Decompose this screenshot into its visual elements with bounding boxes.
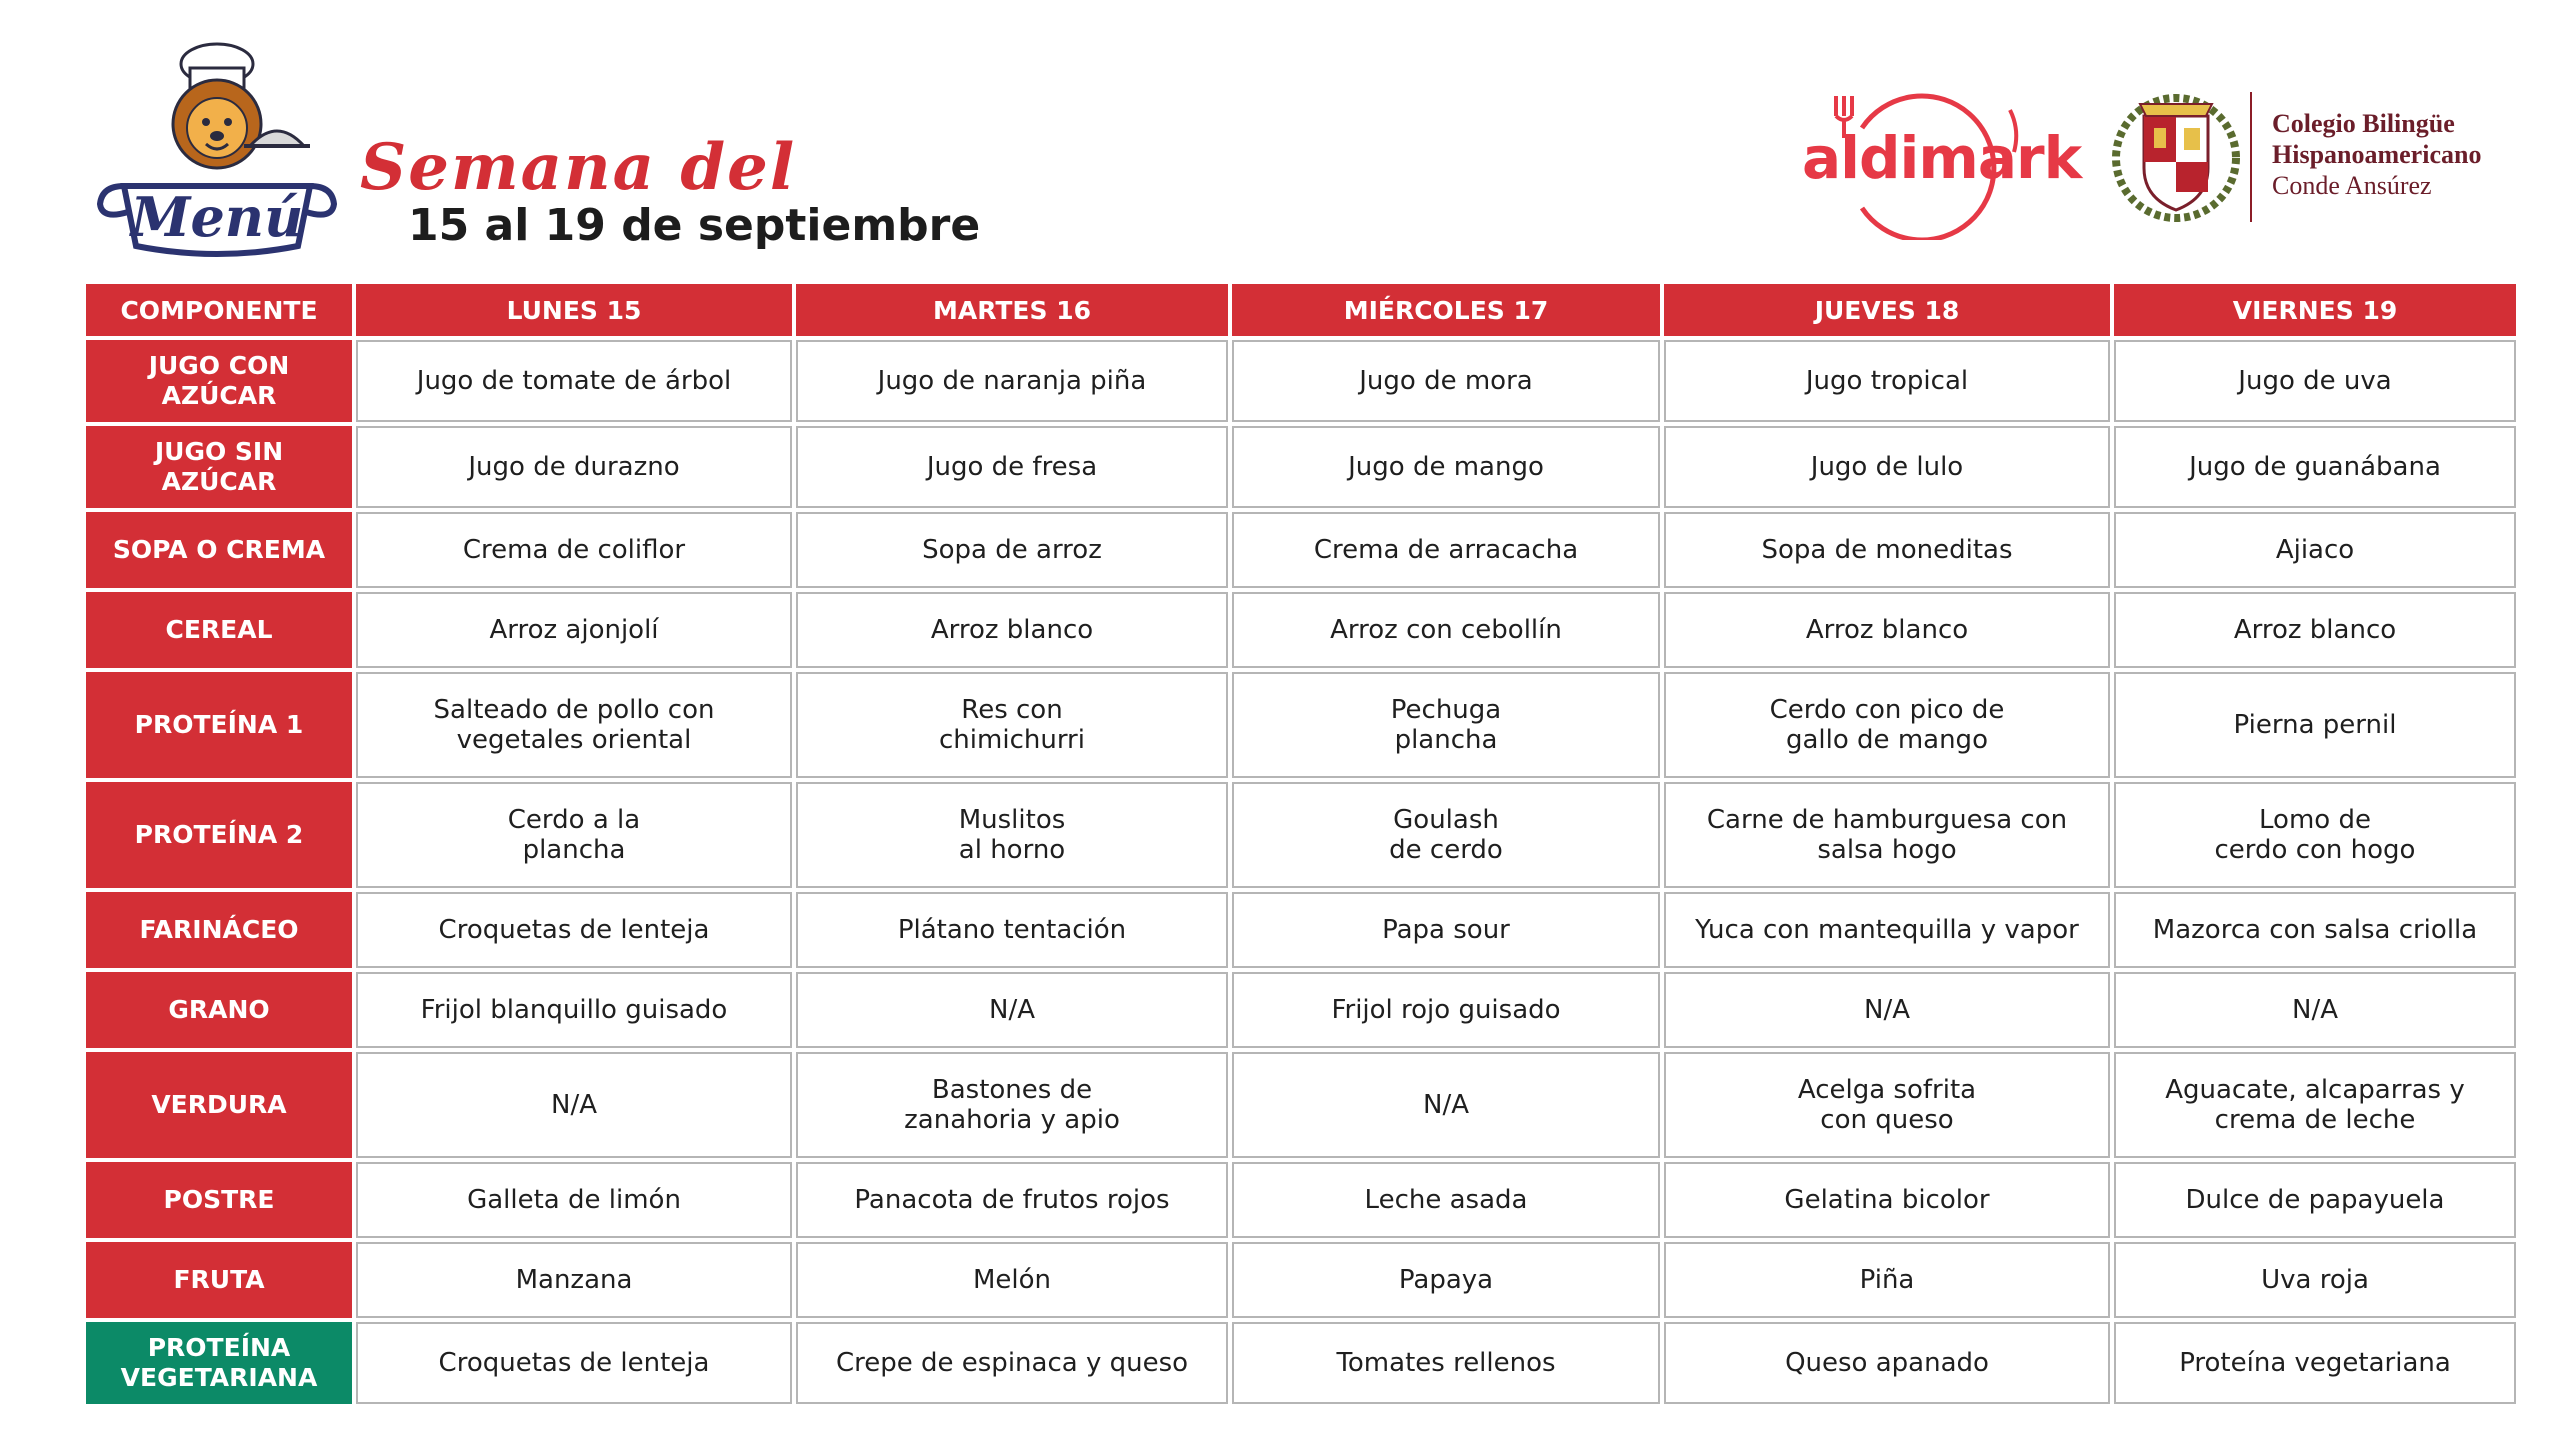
- component-label-text: FARINÁCEO: [139, 915, 299, 944]
- menu-cell-text: Bastones de zanahoria y apio: [904, 1075, 1120, 1135]
- menu-cell: [796, 672, 1228, 778]
- menu-cell: [356, 1242, 792, 1318]
- menu-cell: [2114, 672, 2516, 778]
- component-label: [86, 512, 352, 588]
- menu-cell-text: Jugo de uva: [2238, 366, 2392, 396]
- menu-cell-text: Jugo de fresa: [926, 452, 1098, 482]
- menu-cell-text: Dulce de papayuela: [2185, 1185, 2445, 1215]
- menu-cell-text: Jugo de tomate de árbol: [416, 366, 732, 396]
- menu-cell-text: Lomo de cerdo con hogo: [2214, 805, 2416, 865]
- header-lunes: LUNES 15: [356, 284, 792, 336]
- header-miercoles: MIÉRCOLES 17: [1232, 284, 1660, 336]
- menu-cell: [2114, 782, 2516, 888]
- menu-cell-text: Pierna pernil: [2233, 710, 2397, 740]
- menu-cell-text: N/A: [1864, 995, 1910, 1025]
- menu-cell: [356, 1322, 792, 1404]
- menu-cell-text: Jugo de mango: [1348, 452, 1544, 482]
- menu-cell: [1232, 892, 1660, 968]
- menu-cell-text: Jugo de naranja piña: [877, 366, 1147, 396]
- menu-cell-text: Jugo de durazno: [468, 452, 680, 482]
- crest-divider: [2250, 92, 2252, 222]
- component-label: [86, 892, 352, 968]
- menu-cell-text: Plátano tentación: [897, 915, 1127, 945]
- component-label-text: PROTEÍNA VEGETARIANA: [120, 1333, 318, 1392]
- menu-cell: [1664, 672, 2110, 778]
- menu-cell-text: Cerdo a la plancha: [507, 805, 641, 865]
- menu-cell-text: Arroz ajonjolí: [489, 615, 659, 645]
- menu-cell-text: Arroz blanco: [930, 615, 1094, 645]
- table-row: [86, 892, 2516, 968]
- menu-cell: [1664, 1052, 2110, 1158]
- menu-cell: [796, 1162, 1228, 1238]
- menu-cell-text: Proteína vegetariana: [2179, 1348, 2451, 1378]
- menu-cell-text: Croquetas de lenteja: [438, 1348, 710, 1378]
- component-label-text: PROTEÍNA 1: [134, 710, 304, 739]
- component-label: [86, 1052, 352, 1158]
- menu-cell-text: Salteado de pollo con vegetales oriental: [433, 695, 715, 755]
- menu-cell: [1232, 672, 1660, 778]
- menu-cell: [356, 426, 792, 508]
- menu-cell-text: Acelga sofrita con queso: [1797, 1075, 1977, 1135]
- component-label-text: SOPA O CREMA: [112, 535, 326, 564]
- menu-cell: [796, 1322, 1228, 1404]
- menu-cell: [796, 512, 1228, 588]
- menu-cell: [2114, 1052, 2516, 1158]
- week-label: Semana del: [360, 130, 797, 205]
- menu-cell: [2114, 512, 2516, 588]
- menu-cell-text: Frijol blanquillo guisado: [420, 995, 728, 1025]
- menu-cell: [1232, 782, 1660, 888]
- table-row: [86, 512, 2516, 588]
- menu-cell: [1664, 512, 2110, 588]
- menu-cell: [356, 1052, 792, 1158]
- menu-cell-text: Croquetas de lenteja: [438, 915, 710, 945]
- header-viernes: VIERNES 19: [2114, 284, 2516, 336]
- menu-cell: [796, 892, 1228, 968]
- menu-cell: [1664, 782, 2110, 888]
- menu-cell-text: Queso apanado: [1785, 1348, 1989, 1378]
- menu-cell-text: Res con chimichurri: [939, 695, 1085, 755]
- menu-cell: [1232, 340, 1660, 422]
- menu-cell-text: Yuca con mantequilla y vapor: [1695, 915, 2079, 945]
- table-header-row: [86, 284, 2516, 336]
- menu-cell-text: Melón: [972, 1265, 1052, 1295]
- menu-cell: [356, 672, 792, 778]
- menu-cell-text: N/A: [2292, 995, 2338, 1025]
- menu-cell-text: Pechuga plancha: [1390, 695, 1502, 755]
- school-name: [2272, 108, 2481, 201]
- menu-cell: [796, 426, 1228, 508]
- table-row: [86, 1322, 2516, 1404]
- component-label: [86, 592, 352, 668]
- menu-cell-text: Jugo de guanábana: [2189, 452, 2441, 482]
- menu-cell: [1664, 340, 2110, 422]
- menu-cell-text: Crepe de espinaca y queso: [835, 1348, 1189, 1378]
- component-label-text: VERDURA: [151, 1090, 287, 1119]
- component-label-text: GRANO: [168, 995, 270, 1024]
- menu-cell: [1664, 1322, 2110, 1404]
- menu-cell-text: Galleta de limón: [467, 1185, 681, 1215]
- menu-cell: [796, 1242, 1228, 1318]
- menu-cell: [1232, 972, 1660, 1048]
- menu-cell-text: Arroz blanco: [2233, 615, 2397, 645]
- component-label-text: CEREAL: [165, 615, 273, 644]
- menu-cell-text: N/A: [551, 1090, 597, 1120]
- menu-cell: [1232, 592, 1660, 668]
- menu-cell-text: Sopa de moneditas: [1761, 535, 2013, 565]
- svg-text:Menú: Menú: [130, 185, 304, 249]
- table-row: [86, 1162, 2516, 1238]
- menu-cell-text: Crema de arracacha: [1313, 535, 1579, 565]
- menu-table: [82, 280, 2520, 1408]
- menu-cell: [2114, 592, 2516, 668]
- school-name-line3: Conde Ansúrez: [2272, 171, 2432, 200]
- table-row: [86, 672, 2516, 778]
- menu-cell-text: Arroz blanco: [1805, 615, 1969, 645]
- menu-cell: [2114, 972, 2516, 1048]
- menu-cell-text: Cerdo con pico de gallo de mango: [1769, 695, 2005, 755]
- menu-cell: [2114, 1322, 2516, 1404]
- menu-cell: [2114, 426, 2516, 508]
- menu-cell-text: Panacota de frutos rojos: [854, 1185, 1170, 1215]
- school-crest: [2110, 88, 2242, 222]
- table-row: [86, 972, 2516, 1048]
- component-label: [86, 972, 352, 1048]
- table-row: [86, 426, 2516, 508]
- menu-cell: [356, 972, 792, 1048]
- menu-cell-text: Goulash de cerdo: [1389, 805, 1503, 865]
- menu-cell-text: Aguacate, alcaparras y crema de leche: [2165, 1075, 2465, 1135]
- component-label: [86, 782, 352, 888]
- table-row: [86, 1242, 2516, 1318]
- menu-cell: [1664, 592, 2110, 668]
- component-label: [86, 426, 352, 508]
- menu-cell: [2114, 1242, 2516, 1318]
- menu-cell: [1232, 1162, 1660, 1238]
- menu-cell: [356, 782, 792, 888]
- component-label-text: JUGO CON AZÚCAR: [148, 351, 290, 410]
- menu-cell-text: N/A: [989, 995, 1035, 1025]
- menu-cell: [356, 592, 792, 668]
- menu-cell-text: Manzana: [515, 1265, 633, 1295]
- menu-cell-text: Muslitos al horno: [958, 805, 1066, 865]
- menu-cell: [796, 972, 1228, 1048]
- menu-cell-text: Uva roja: [2261, 1265, 2369, 1295]
- component-label-text: PROTEÍNA 2: [134, 820, 304, 849]
- menu-cell: [796, 592, 1228, 668]
- menu-cell: [2114, 340, 2516, 422]
- aldimark-wordmark: aldimark: [1802, 124, 2082, 192]
- table-row: [86, 592, 2516, 668]
- menu-cell: [796, 1052, 1228, 1158]
- menu-cell: [1232, 1242, 1660, 1318]
- menu-cell-text: Papa sour: [1382, 915, 1510, 945]
- menu-cell: [1664, 1162, 2110, 1238]
- menu-cell: [1664, 972, 2110, 1048]
- menu-cell: [1232, 512, 1660, 588]
- menu-cell-text: Tomates rellenos: [1336, 1348, 1556, 1378]
- component-label: [86, 1162, 352, 1238]
- component-label-text: JUGO SIN AZÚCAR: [154, 437, 284, 496]
- menu-cell-text: Crema de coliflor: [462, 535, 686, 565]
- menu-cell: [2114, 892, 2516, 968]
- menu-cell: [356, 512, 792, 588]
- component-label-text: FRUTA: [173, 1265, 265, 1294]
- menu-cell-text: Piña: [1859, 1265, 1915, 1295]
- table-row: [86, 782, 2516, 888]
- menu-cell: [356, 340, 792, 422]
- menu-cell: [796, 782, 1228, 888]
- menu-cell: [2114, 1162, 2516, 1238]
- header-martes: MARTES 16: [796, 284, 1228, 336]
- menu-cell: [796, 340, 1228, 422]
- menu-cell-text: Jugo de mora: [1359, 366, 1533, 396]
- component-label-text: POSTRE: [163, 1185, 275, 1214]
- menu-cell-text: Sopa de arroz: [922, 535, 1102, 565]
- header-jueves: JUEVES 18: [1664, 284, 2110, 336]
- menu-cell-text: Mazorca con salsa criolla: [2152, 915, 2478, 945]
- menu-cell-text: Jugo tropical: [1805, 366, 1969, 396]
- menu-cell: [1664, 426, 2110, 508]
- component-label: [86, 340, 352, 422]
- school-name-line1: Colegio Bilingüe: [2272, 109, 2455, 138]
- menu-cell: [1664, 892, 2110, 968]
- menu-cell-text: Gelatina bicolor: [1784, 1185, 1990, 1215]
- week-dates: 15 al 19 de septiembre: [408, 200, 981, 251]
- component-label: [86, 1322, 352, 1404]
- menu-cell: [1232, 426, 1660, 508]
- table-row: [86, 340, 2516, 422]
- menu-cell-text: Papaya: [1398, 1265, 1494, 1295]
- menu-cell-text: Jugo de lulo: [1810, 452, 1964, 482]
- component-label: [86, 1242, 352, 1318]
- header-componente: COMPONENTE: [86, 284, 352, 336]
- school-name-line2: Hispanoamericano: [2272, 140, 2482, 169]
- menu-cell-text: N/A: [1423, 1090, 1469, 1120]
- component-label: [86, 672, 352, 778]
- menu-cell: [1232, 1322, 1660, 1404]
- menu-cell: [356, 892, 792, 968]
- menu-cell-text: Leche asada: [1364, 1185, 1528, 1215]
- menu-cell: [1232, 1052, 1660, 1158]
- menu-cell: [1664, 1242, 2110, 1318]
- menu-cell: [356, 1162, 792, 1238]
- menu-cell-text: Frijol rojo guisado: [1331, 995, 1561, 1025]
- menu-cell-text: Carne de hamburguesa con salsa hogo: [1706, 805, 2068, 865]
- menu-cell-text: Arroz con cebollín: [1330, 615, 1562, 645]
- menu-logo: [92, 36, 342, 266]
- menu-cell-text: Ajiaco: [2275, 535, 2355, 565]
- table-row: [86, 1052, 2516, 1158]
